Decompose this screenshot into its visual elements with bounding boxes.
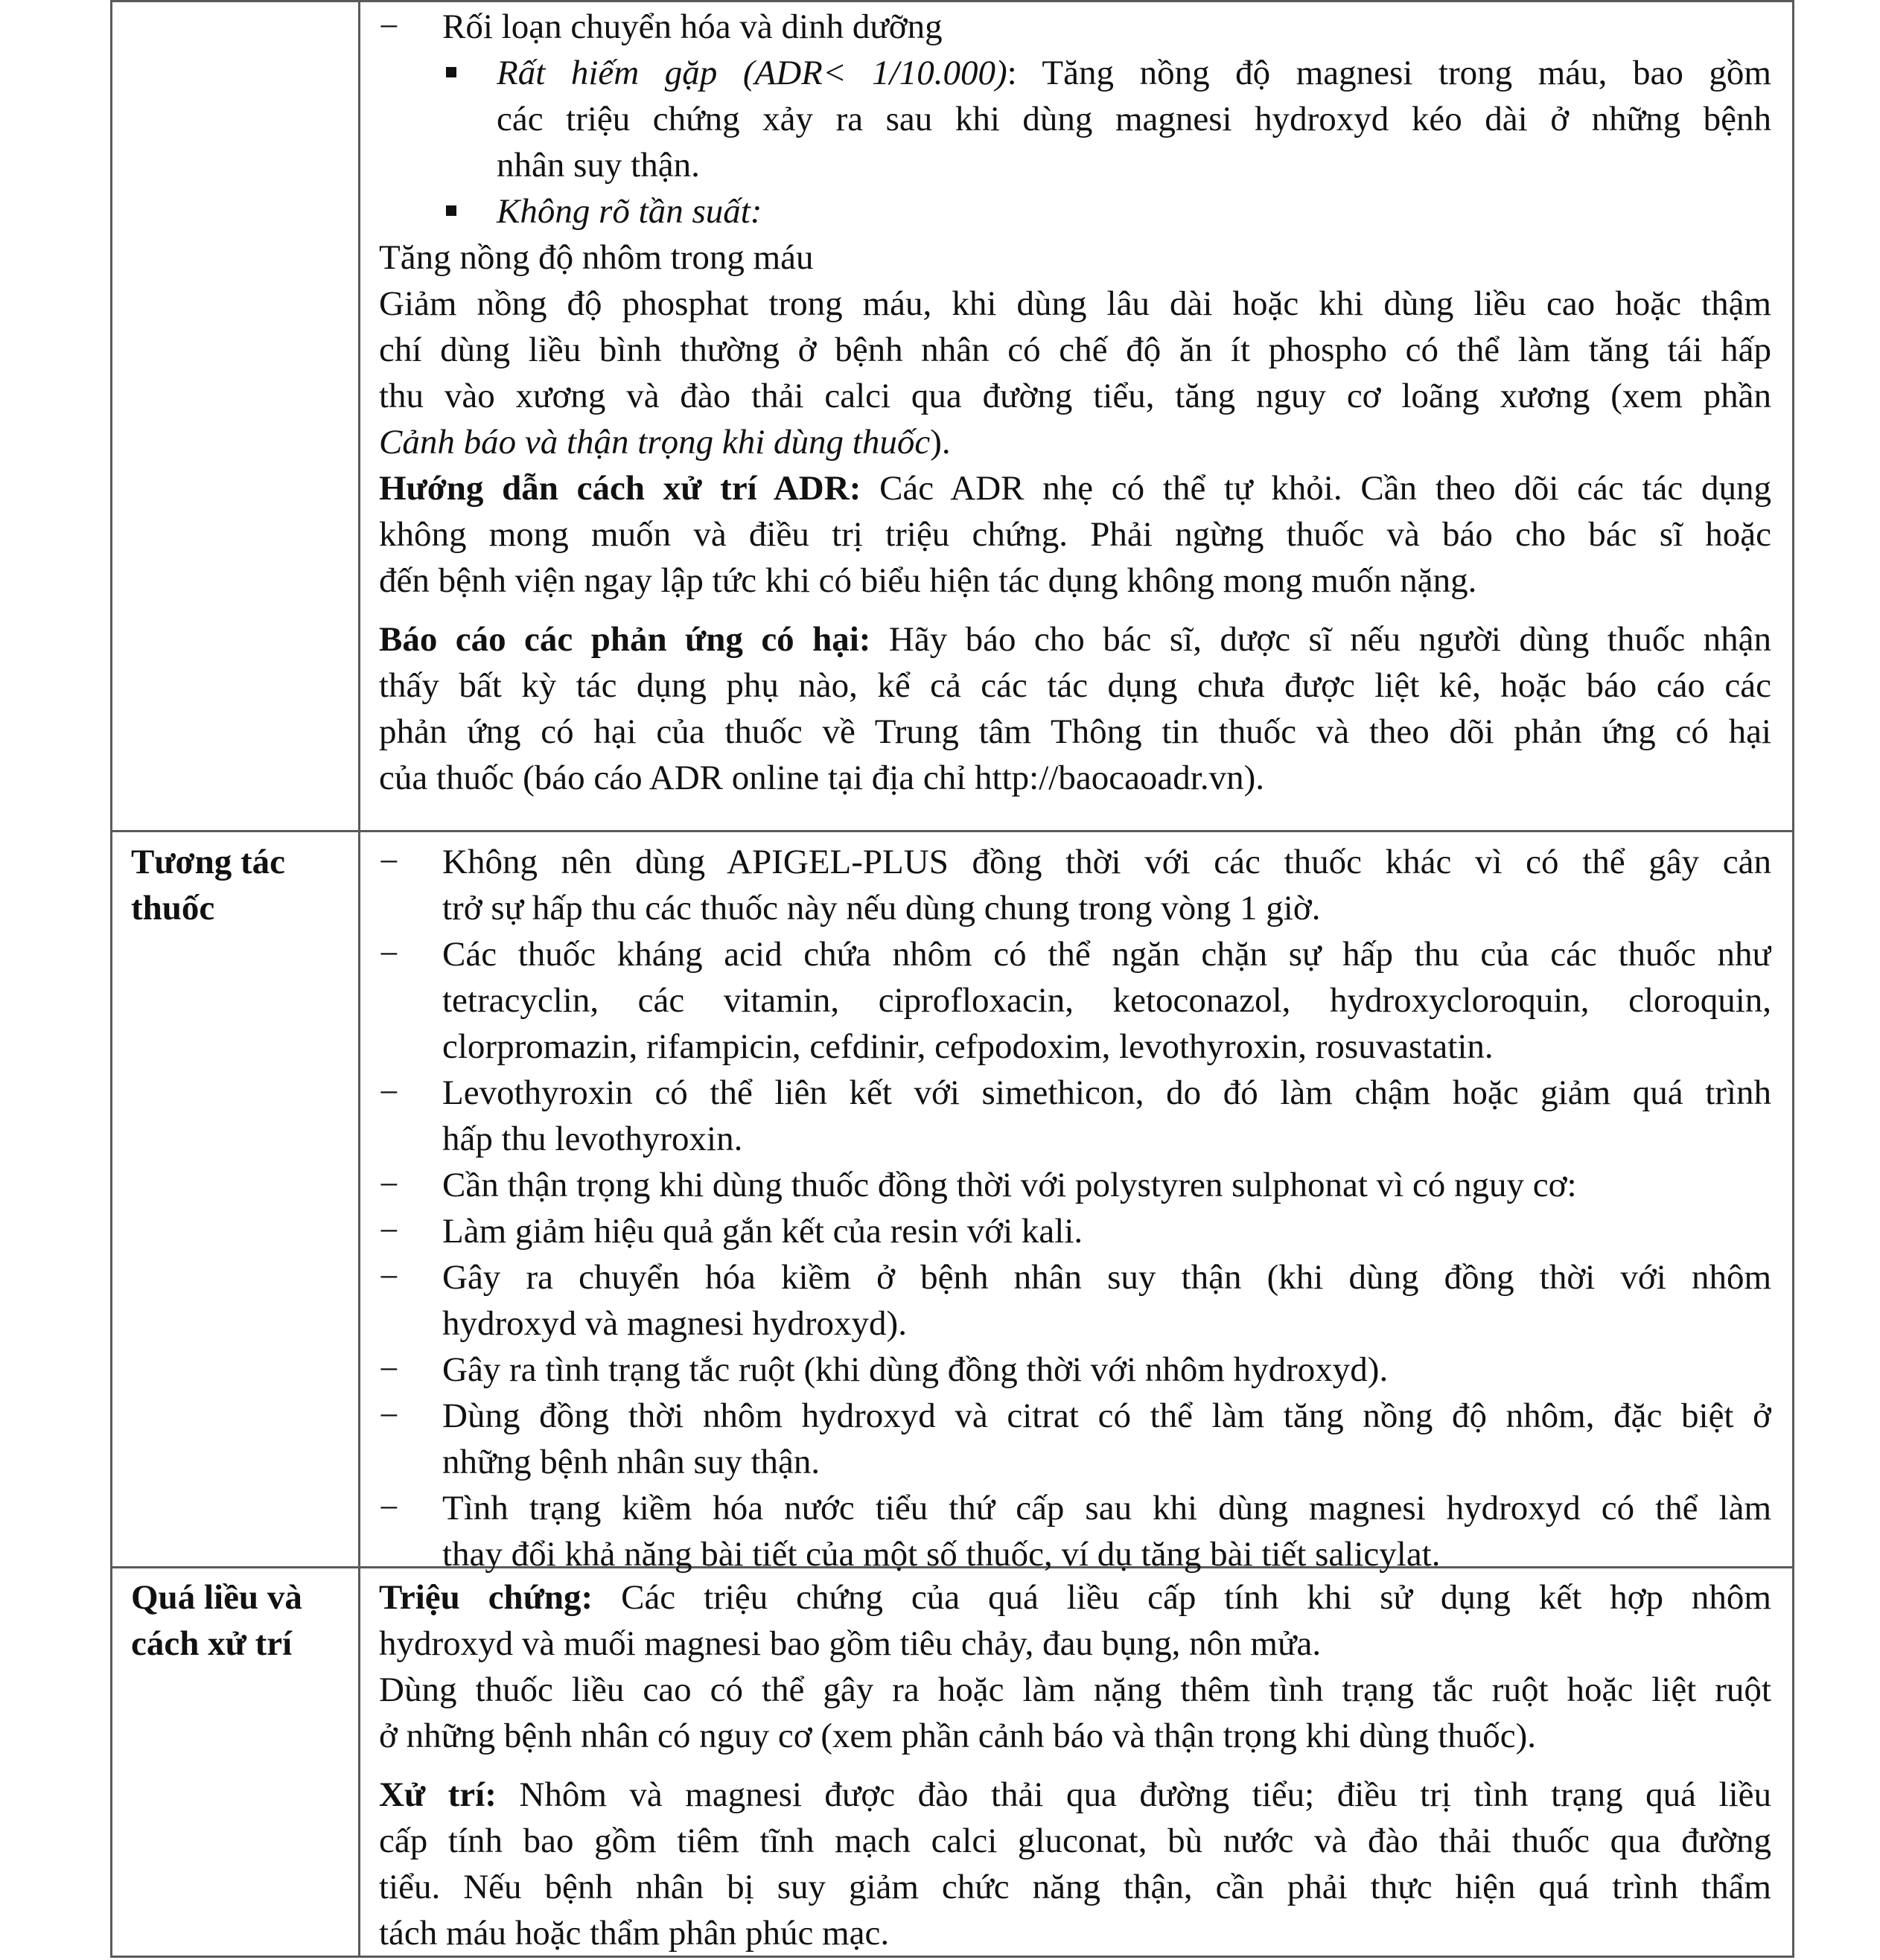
text-line: Tăng nồng độ nhôm trong máu <box>379 238 814 277</box>
text-line: Không nên dùng APIGEL-PLUS đồng thời với các thuốc khác vì có thể gây cản <box>442 843 1771 881</box>
interaction-item <box>379 1254 1771 1347</box>
text-line: Gây ra tình trạng tắc ruột (khi dùng đồng thời với nhôm hydroxyd). <box>442 1350 1389 1389</box>
list-item <box>379 4 1771 50</box>
overdose-content-cell <box>379 1574 1771 1956</box>
text-line: clorpromazin, rifampicin, cefdinir, cefpodoxim, levothyroxin, rosuvastatin. <box>442 1027 1494 1066</box>
overdose-label <box>131 1574 354 1667</box>
dash-marker: − <box>379 1166 399 1204</box>
dash-marker: − <box>379 1489 399 1528</box>
text-line: ở những bệnh nhân có nguy cơ (xem phần cảnh báo và thận trọng khi dùng thuốc). <box>379 1717 1537 1755</box>
symptoms-heading: Triệu chứng: <box>379 1578 593 1617</box>
label-line: cách xử trí <box>131 1624 293 1663</box>
adr-guide-heading: Hướng dẫn cách xử trí ADR: <box>379 469 861 508</box>
text-line: những bệnh nhân suy thận. <box>442 1443 820 1481</box>
dash-marker: − <box>379 935 399 974</box>
adr-content-cell <box>379 4 1771 801</box>
text-line: trở sự hấp thu các thuốc này nếu dùng chung trong vòng 1 giờ. <box>442 889 1321 928</box>
label-line: thuốc <box>131 889 215 928</box>
text-line: Các triệu chứng của quá liều cấp tính khi sử dụng kết hợp nhôm <box>593 1578 1771 1617</box>
text-line: tách máu hoặc thẩm phân phúc mạc. <box>379 1914 890 1953</box>
treatment-heading: Xử trí: <box>379 1775 497 1814</box>
interaction-item <box>379 1070 1771 1162</box>
interaction-item <box>379 1393 1771 1485</box>
text-line: đến bệnh viện ngay lập tức khi có biểu hiện tác dụng không mong muốn nặng. <box>379 561 1477 600</box>
dash-marker: − <box>379 7 399 46</box>
dash-marker: − <box>379 1396 399 1435</box>
interaction-item <box>379 1208 1771 1254</box>
list-item-unknown-frequency <box>379 188 1771 234</box>
label-line: Tương tác <box>131 843 285 881</box>
frequency-label: Rất hiếm gặp (ADR< 1/10.000) <box>497 54 1007 92</box>
text-line: chí dùng liều bình thường ở bệnh nhân có chế độ ăn ít phospho có thể làm tăng tái hấp <box>379 331 1771 369</box>
text-line: phản ứng có hại của thuốc về Trung tâm Thông tin thuốc và theo dõi phản ứng có hại <box>379 712 1771 751</box>
text-line: Levothyroxin có thể liên kết với simethicon, do đó làm chậm hoặc giảm quá trình <box>442 1073 1771 1112</box>
dash-marker: − <box>379 1073 399 1112</box>
interactions-content-cell <box>379 839 1771 1577</box>
text-line: Các thuốc kháng acid chứa nhôm có thể ngăn chặn sự hấp thu của các thuốc như <box>442 935 1771 974</box>
interaction-item <box>379 1485 1771 1577</box>
text-line: Hãy báo cho bác sĩ, dược sĩ nếu người dùng thuốc nhận <box>870 620 1771 659</box>
interaction-item <box>379 839 1771 931</box>
text-line: Tình trạng kiềm hóa nước tiểu thứ cấp sau khi dùng magnesi hydroxyd có thể làm <box>442 1489 1771 1528</box>
adr-report-heading: Báo cáo các phản ứng có hại: <box>379 620 871 659</box>
text-line: : Tăng nồng độ magnesi trong máu, bao gồm <box>1007 54 1771 92</box>
text-line: Nhôm và magnesi được đào thải qua đường tiểu; điều trị tình trạng quá liều <box>496 1775 1771 1814</box>
text-line: Gây ra chuyển hóa kiềm ở bệnh nhân suy thận (khi dùng đồng thời với nhôm <box>442 1258 1771 1297</box>
metabolic-disorders-heading: Rối loạn chuyển hóa và dinh dưỡng <box>442 7 943 46</box>
text-line: hấp thu levothyroxin. <box>442 1120 743 1158</box>
text-line: Làm giảm hiệu quả gắn kết của resin với kali. <box>442 1212 1083 1251</box>
text-line: thay đổi khả năng bài tiết của một số thuốc, ví dụ tăng bài tiết salicylat. <box>442 1535 1441 1574</box>
text-line: Dùng đồng thời nhôm hydroxyd và citrat có thể làm tăng nồng độ nhôm, đặc biệt ở <box>442 1396 1771 1435</box>
frequency-label: Không rõ tần suất: <box>497 192 762 231</box>
text-line: tiểu. Nếu bệnh nhân bị suy giảm chức năng thận, cần phải thực hiện quá trình thẩm <box>379 1868 1771 1906</box>
text-line: thu vào xương và đào thải calci qua đường tiểu, tăng nguy cơ loãng xương (xem phần <box>379 377 1771 415</box>
dash-marker: − <box>379 1258 399 1297</box>
text-line: Cần thận trọng khi dùng thuốc đồng thời với polystyren sulphonat vì có nguy cơ: <box>442 1166 1577 1204</box>
cross-reference: Cảnh báo và thận trọng khi dùng thuốc <box>379 423 931 462</box>
text-line: Giảm nồng độ phosphat trong máu, khi dùng lâu dài hoặc khi dùng liều cao hoặc thậm <box>379 284 1771 323</box>
dash-marker: − <box>379 1350 399 1389</box>
drug-info-table <box>110 0 1794 1958</box>
list-item-very-rare <box>379 50 1771 188</box>
text-line: Dùng thuốc liều cao có thể gây ra hoặc làm nặng thêm tình trạng tắc ruột hoặc liệt ruột <box>379 1670 1771 1709</box>
dash-marker: − <box>379 843 399 881</box>
text-line: của thuốc (báo cáo ADR online tại địa chỉ http://baocaoadr.vn). <box>379 759 1264 797</box>
label-line: Quá liều và <box>131 1578 302 1617</box>
text-line: thấy bất kỳ tác dụng phụ nào, kể cả các tác dụng chưa được liệt kê, hoặc báo cáo các <box>379 666 1771 705</box>
column-divider <box>358 2 360 1956</box>
text-line: tetracyclin, các vitamin, ciprofloxacin, ketoconazol, hydroxycloroquin, cloroquin, <box>442 981 1771 1020</box>
text-line: ). <box>930 423 951 462</box>
text-line: hydroxyd và magnesi hydroxyd). <box>442 1304 907 1343</box>
interaction-item <box>379 931 1771 1070</box>
square-bullet-icon <box>446 205 456 216</box>
dash-marker: − <box>379 1212 399 1251</box>
row-divider-interactions <box>112 830 1792 832</box>
text-line: hydroxyd và muối magnesi bao gồm tiêu chảy, đau bụng, nôn mửa. <box>379 1624 1322 1663</box>
text-line: nhân suy thận. <box>497 146 700 185</box>
text-line: không mong muốn và điều trị triệu chứng. Phải ngừng thuốc và báo cho bác sĩ hoặc <box>379 515 1771 554</box>
text-line: các triệu chứng xảy ra sau khi dùng magnesi hydroxyd kéo dài ở những bệnh <box>497 100 1771 138</box>
square-bullet-icon <box>446 67 456 77</box>
interactions-label <box>131 839 354 931</box>
text-line: cấp tính bao gồm tiêm tĩnh mạch calci gluconat, bù nước và đào thải thuốc qua đường <box>379 1822 1771 1860</box>
interaction-item <box>379 1162 1771 1208</box>
text-line: Các ADR nhẹ có thể tự khỏi. Cần theo dõi các tác dụng <box>861 469 1771 508</box>
interaction-item <box>379 1347 1771 1393</box>
